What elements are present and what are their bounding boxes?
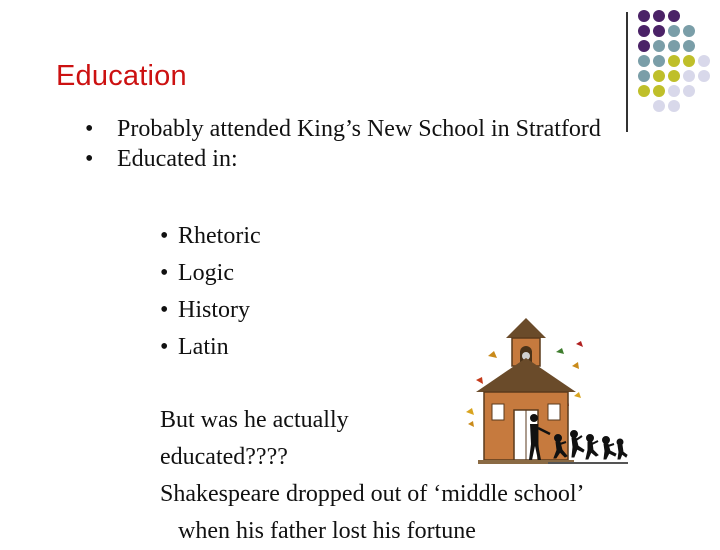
dot: [683, 85, 695, 97]
dot: [653, 70, 665, 82]
bullet-item: [85, 144, 605, 174]
sub-bullet-text: Latin: [178, 334, 229, 360]
dot: [683, 55, 695, 67]
dot: [653, 25, 665, 37]
dot: [668, 10, 680, 22]
bullet-marker: •: [85, 116, 94, 142]
dot: [668, 70, 680, 82]
bullet-text: Educated in:: [117, 146, 238, 172]
bullet-marker: •: [85, 146, 94, 172]
bullet-marker: •: [160, 297, 169, 323]
dot: [638, 70, 650, 82]
dot: [668, 100, 680, 112]
sub-bullet-text: History: [178, 297, 250, 323]
dot: [638, 55, 650, 67]
sub-bullet-item: [160, 292, 261, 329]
dot: [683, 40, 695, 52]
bullet-text: Probably attended King’s New School in Stratford: [117, 116, 601, 142]
divider-line: [626, 12, 628, 132]
bullet-marker: •: [160, 260, 169, 286]
dot: [668, 85, 680, 97]
dot: [698, 70, 710, 82]
sub-bullet-text: Rhetoric: [178, 223, 261, 249]
sub-bullet-item: [160, 255, 261, 292]
closing-line: educated????: [160, 444, 288, 470]
dot: [653, 10, 665, 22]
dot: [653, 40, 665, 52]
sub-bullet-text: Logic: [178, 260, 234, 286]
dot: [668, 25, 680, 37]
dot: [683, 70, 695, 82]
main-bullet-list: [85, 114, 605, 174]
closing-line: Shakespeare dropped out of ‘middle school’: [160, 481, 585, 507]
bullet-marker: •: [160, 223, 169, 249]
dot: [668, 40, 680, 52]
closing-line: But was he actually: [160, 407, 349, 433]
dot: [653, 55, 665, 67]
dot: [638, 25, 650, 37]
bullet-item: [85, 114, 605, 144]
closing-paragraph: [160, 402, 585, 550]
bullet-marker: •: [160, 334, 169, 360]
slide-title: Education: [56, 60, 187, 92]
sub-bullet-list: [160, 218, 261, 366]
dot: [698, 55, 710, 67]
dot: [653, 100, 665, 112]
dot: [683, 25, 695, 37]
dot: [653, 85, 665, 97]
sub-bullet-item: [160, 329, 261, 366]
closing-line: when his father lost his fortune: [178, 518, 476, 544]
dot: [638, 85, 650, 97]
dot: [668, 55, 680, 67]
dot: [638, 10, 650, 22]
sub-bullet-item: [160, 218, 261, 255]
dot: [638, 40, 650, 52]
